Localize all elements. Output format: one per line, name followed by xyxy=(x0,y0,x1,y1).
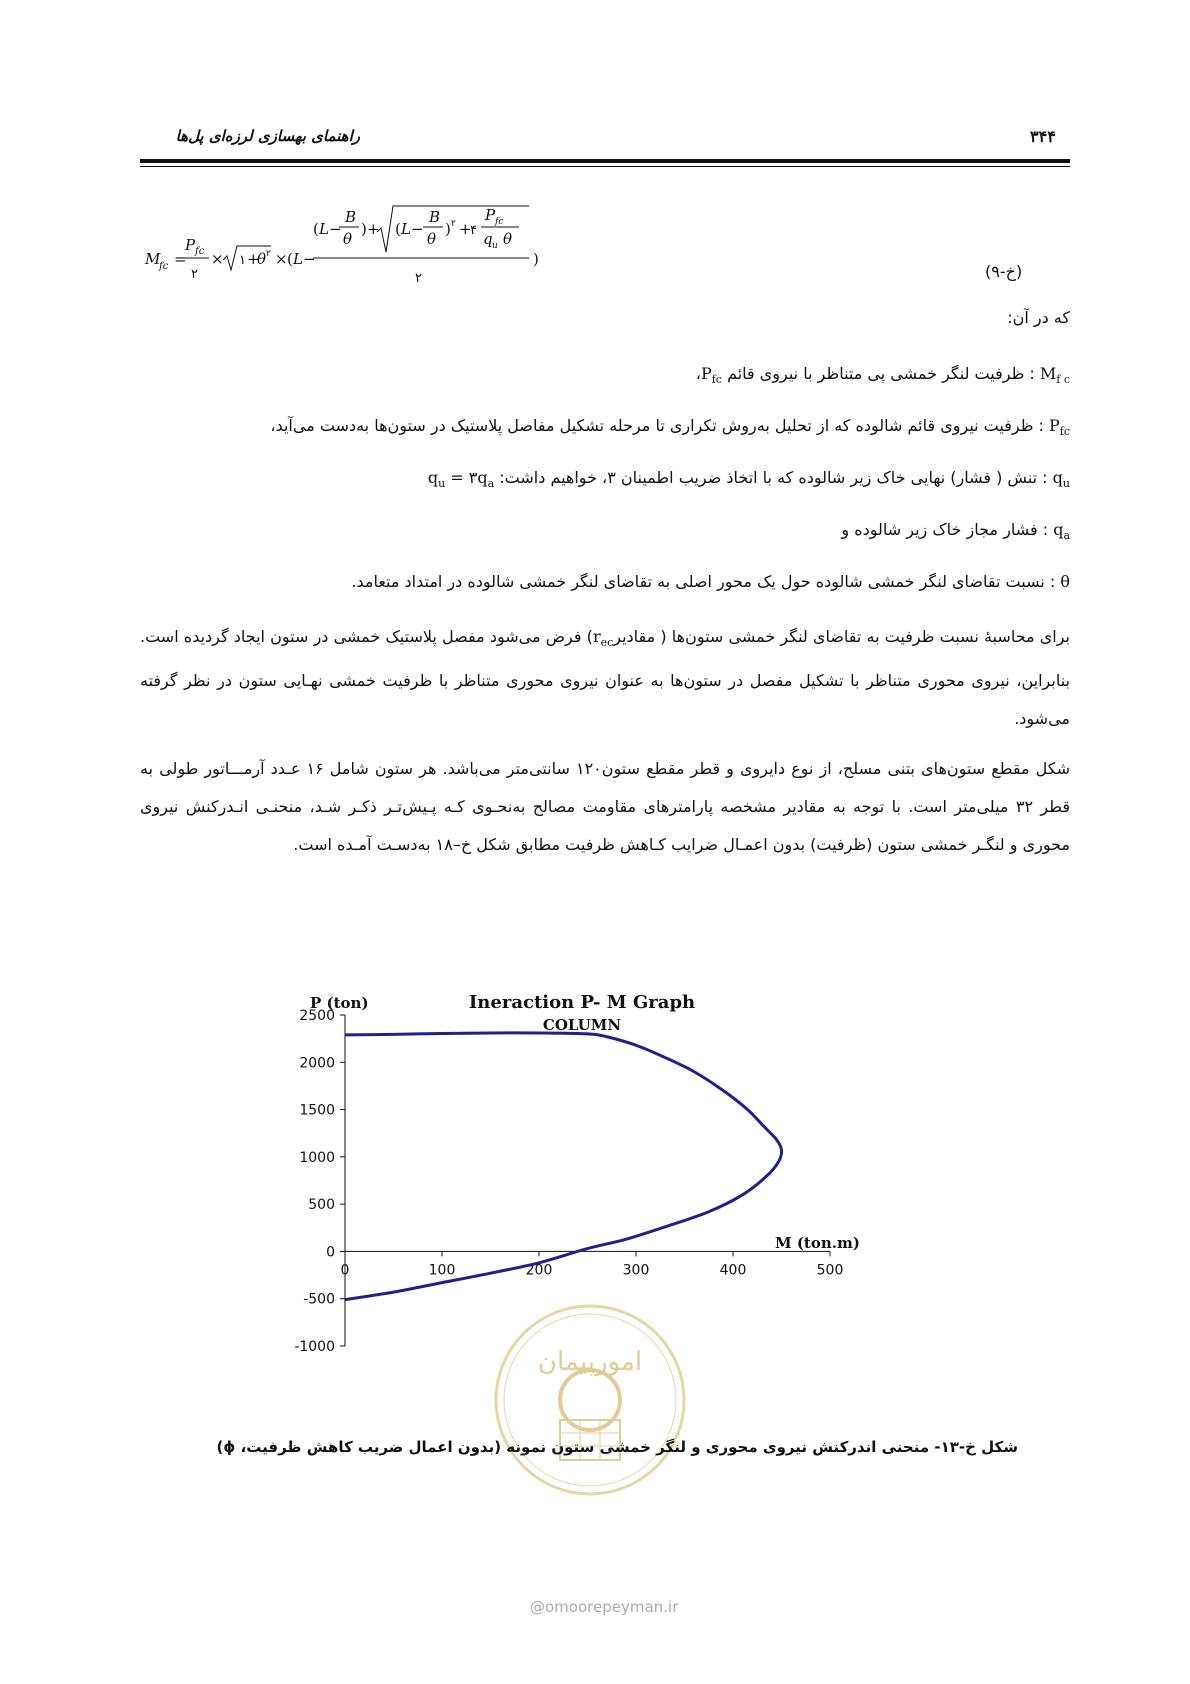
eq-close-paren-1: ) xyxy=(533,250,539,268)
def2-sub: fc xyxy=(1059,425,1070,439)
definition-theta xyxy=(351,566,1070,598)
def4-symbol: q xyxy=(1053,520,1064,539)
eq-minus-2: − xyxy=(329,220,342,238)
def3-text: : تنش ( فشار) نهایی خاک زیر شالوده که با اتخاذ ضریب اطمینان ۳، خواهیم داشت: xyxy=(499,468,1048,487)
chart-subtitle: COLUMN xyxy=(542,1016,622,1034)
eq-open-paren-1: ( xyxy=(287,250,293,268)
def5-text: : نسبت تقاضای لنگر خمشی شالوده حول یک محور اصلی به تقاضای لنگر خمشی شالوده در امتداد متعامد. xyxy=(351,572,1056,591)
eq-lhs-sub: fc xyxy=(159,261,169,272)
eq-l-1: L xyxy=(293,250,303,268)
def3-formula: $q_u$ = $۳q_a$ xyxy=(427,468,495,491)
eq-equals: = xyxy=(174,250,187,268)
eq-sq-1: ۲ xyxy=(266,249,271,259)
def5-symbol: θ xyxy=(1060,572,1070,591)
def1-text: : ظرفیت لنگر خمشی پی متناظر با نیروی قائم xyxy=(727,364,1035,383)
y-tick-label: -500 xyxy=(303,1291,335,1308)
y-tick-label: 2000 xyxy=(299,1055,335,1072)
def2-symbol: P xyxy=(1049,416,1060,435)
eq-times-1: × xyxy=(211,250,224,268)
y-tick-label: 2500 xyxy=(299,1008,335,1024)
definition-qu xyxy=(428,462,1070,500)
eq-one: ۱ xyxy=(239,253,246,268)
eq-q-sub: u xyxy=(492,241,498,251)
equation-kh9 xyxy=(145,200,615,310)
def4-sub: a xyxy=(1063,529,1070,543)
eq-close-paren-3: ) xyxy=(445,220,451,238)
header-rule-thin xyxy=(140,166,1070,167)
watermark-url: @omoorepeyman.ir xyxy=(530,1598,679,1616)
eq-l-3: L xyxy=(401,220,411,238)
eq-theta-3: θ xyxy=(427,230,437,248)
x-tick-label: 300 xyxy=(622,1262,650,1279)
x-axis-label: M (ton.m) xyxy=(775,1234,860,1252)
eq-two-1: ۲ xyxy=(191,267,198,282)
equation-number: (خ-۹) xyxy=(985,262,1023,281)
eq-l-2: L xyxy=(319,220,329,238)
y-axis-label: P (ton) xyxy=(310,994,369,1012)
paragraph-ratio xyxy=(140,618,1070,738)
x-tick-label: 0 xyxy=(340,1262,350,1279)
chart-title: Ineraction P- M Graph xyxy=(468,992,696,1013)
def3-sub: u xyxy=(1062,477,1070,491)
x-tick-label: 100 xyxy=(428,1262,456,1279)
x-tick-label: 500 xyxy=(816,1262,844,1279)
eq-theta-4: θ xyxy=(503,230,513,248)
eq-open-paren-2: ( xyxy=(313,220,319,238)
header-rule-thick xyxy=(140,159,1070,163)
eq-theta-2: θ xyxy=(343,230,353,248)
eq-minus-3: − xyxy=(411,220,424,238)
eq-b-2: B xyxy=(429,208,441,226)
def1-sub: f c xyxy=(1056,373,1070,387)
eq-b-1: B xyxy=(345,208,357,226)
definition-pfc xyxy=(270,410,1070,448)
eq-plus-3: + xyxy=(459,220,472,238)
eq-open-paren-3: ( xyxy=(395,220,401,238)
eq-close-paren-2: ) xyxy=(361,220,367,238)
eq-plus-1: + xyxy=(247,250,260,268)
def4-text: : فشار مجاز خاک زیر شالوده و xyxy=(841,520,1049,539)
watermark-logo-text: امورپیمان xyxy=(537,1347,643,1377)
eq-p-inner-sub: fc xyxy=(495,217,504,227)
interaction-curve-series xyxy=(345,1033,782,1300)
def2-text: : ظرفیت نیروی قائم شالوده که از تحلیل به‌روش تکراری تا مرحله تشکیل مفاصل پلاستیک در ستون‌ها به‌دست می‌آید، xyxy=(270,416,1044,435)
eq-p-inner: P xyxy=(485,206,496,224)
page-number: ۳۴۴ xyxy=(1030,127,1056,146)
x-tick-label: 400 xyxy=(719,1262,747,1279)
def3-symbol: q xyxy=(1052,468,1063,487)
eq-plus-2: + xyxy=(367,220,380,238)
para1-part-a: برای محاسبهٔ نسبت ظرفیت به تقاضای لنگر خمشی ستون‌ها ( مقادیر xyxy=(613,627,1071,646)
def1-tail-sub: fc xyxy=(711,373,722,387)
eq-minus-1: − xyxy=(303,250,316,268)
para1-r-sub: ec xyxy=(600,636,614,650)
y-tick-label: -1000 xyxy=(294,1339,335,1355)
eq-p-numerator-sub: fc xyxy=(195,246,205,257)
watermark-logo xyxy=(490,1300,690,1500)
running-header-title: راهنمای بهسازی لرزه‌ای پل‌ها xyxy=(175,127,360,145)
y-tick-label: 500 xyxy=(308,1197,335,1214)
definitions-intro: که در آن: xyxy=(1007,308,1070,327)
eq-four: ۴ xyxy=(470,223,477,238)
eq-p-numerator: P xyxy=(185,236,196,254)
definition-mfc xyxy=(696,358,1070,396)
y-tick-label: 1000 xyxy=(299,1149,335,1166)
def1-tail: P xyxy=(700,364,712,383)
def1-symbol: M xyxy=(1039,364,1057,383)
eq-sq-2: ۲ xyxy=(451,219,456,229)
eq-q: q xyxy=(483,230,493,248)
paragraph-column-section: شکل مقطع ستون‌های بتنی مسلح، از نوع دایروی و قطر مقطع ستون۱۲۰ سانتی‌متر می‌باشد. هر ستون شامل ۱۶ عـدد آرمـــاتور طولی به قطر ۳۲ میلی‌متر است. با توجه به مقادیر مشخصه پارامترهای مقاومت مصالح به‌نحـوی کـه پـیش‌تـر ذکـر شـد، منحنـی انـدرکنش نیروی محوری و لنگـر خمشی ستون (ظرفیت) بدون اعمـال ضرایب کـاهش ظرفیت مطابق شکل خ–۱۸ به‌دسـت آمـده است. xyxy=(140,759,1071,854)
definition-qa xyxy=(841,514,1070,552)
y-tick-label: 1500 xyxy=(299,1102,335,1119)
eq-times-2: × xyxy=(275,250,288,268)
eq-two-denominator: ۲ xyxy=(415,271,422,286)
y-tick-label: 0 xyxy=(326,1244,335,1261)
para1-part-b: ) فرض می‌شود مفصل پلاستیک خمشی در ستون ایجاد گردیده است. بنابراین، نیروی محوری متناظر با تشکیل مفصل در ستون‌ها به عنوان نیروی محوری متناظر با ظرفیت خمشی نهـایی ستون در نظر گرفته می‌شود. xyxy=(140,627,1070,729)
axes xyxy=(345,1015,830,1346)
eq-theta-1: θ xyxy=(257,250,267,268)
x-tick-label: 200 xyxy=(525,1262,553,1279)
figure-caption: شکل خ-۱۳- منحنی اندرکنش نیروی محوری و لنگر خمشی ستون نمونه (بدون اعمال ضریب کاهش ظرفیت، ϕ) xyxy=(216,1438,1018,1456)
def1-end: ، xyxy=(695,364,701,383)
eq-lhs-m: M xyxy=(145,250,161,268)
para1-r: r xyxy=(592,627,601,646)
